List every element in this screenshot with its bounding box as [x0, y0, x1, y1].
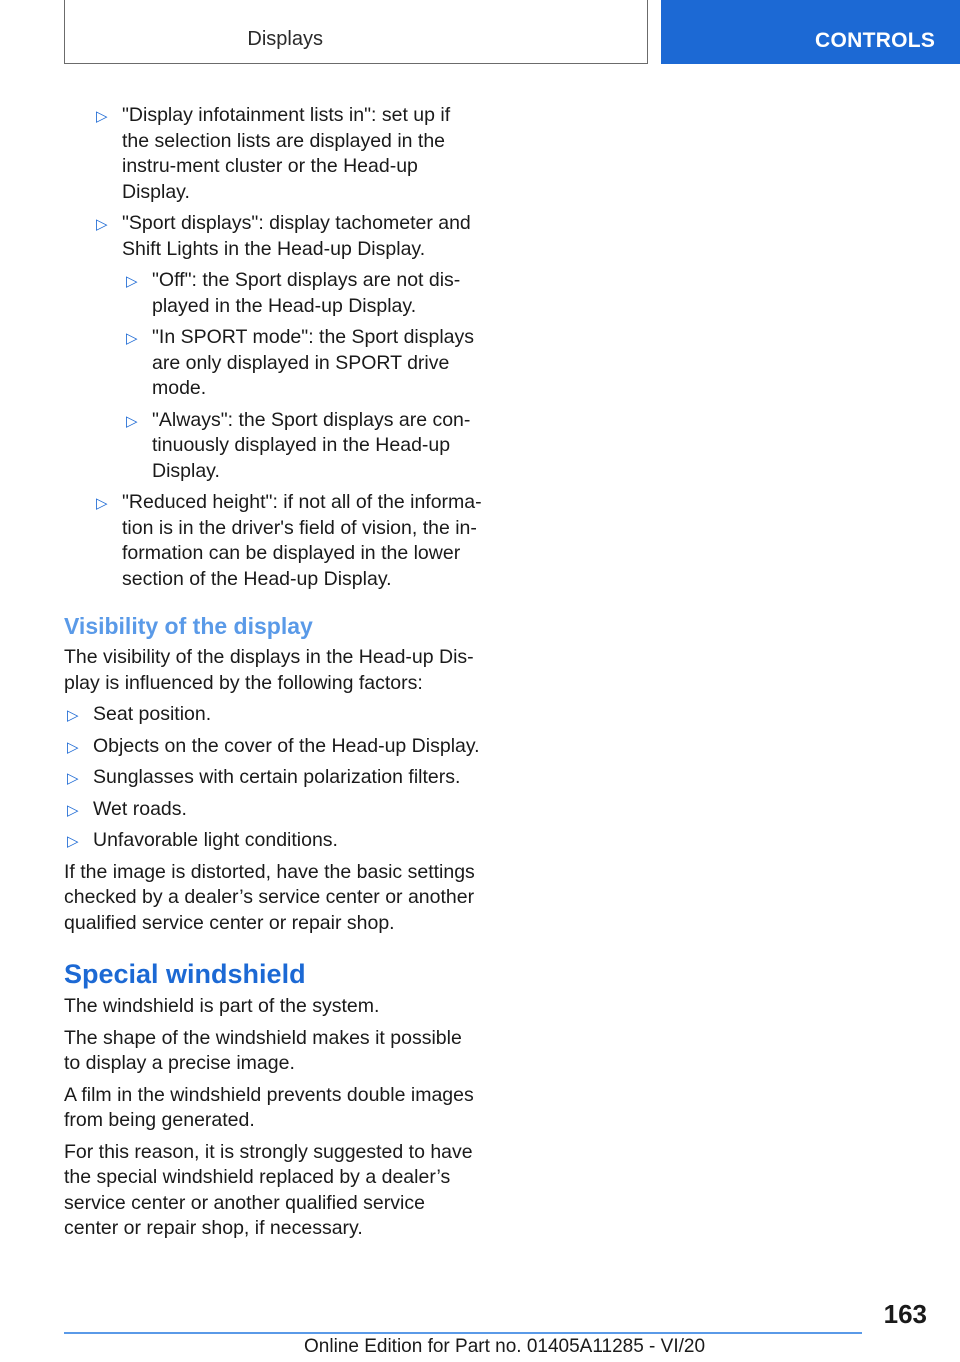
triangle-bullet-icon: ▷: [96, 495, 108, 512]
page-content: [64, 103, 482, 1248]
paragraph: A film in the windshield prevents double images from being generated.: [64, 1083, 474, 1131]
edition-note: Online Edition for Part no. 01405A11285 - VI/20: [304, 1336, 706, 1357]
sublist-item: ▷ "In SPORT mode": the Sport displays are only displayed in SPORT drive mode.: [126, 326, 475, 399]
triangle-bullet-icon: ▷: [67, 770, 79, 787]
paragraph: For this reason, it is strongly suggested to have the special windshield replaced by a dealer’s service center or another qualified service center or repair shop, if necessary.: [64, 1140, 473, 1239]
triangle-bullet-icon: ▷: [126, 412, 138, 430]
list-item: ▷ "Sport displays": display tachometer and Shift Lights in the Head-up Display.: [96, 212, 471, 260]
header-frame: [64, 0, 648, 64]
windshield-heading: Special windshield: [64, 959, 306, 989]
sublist-item: ▷ "Off": the Sport displays are not dis-played in the Head-up Display.: [126, 269, 461, 317]
triangle-bullet-icon: ▷: [67, 833, 79, 850]
paragraph: The shape of the windshield makes it possible to display a precise image.: [64, 1026, 462, 1074]
visibility-outro: If the image is distorted, have the basic settings checked by a dealer’s service center or another qualified service center or repair shop.: [64, 860, 475, 934]
triangle-bullet-icon: ▷: [67, 738, 79, 756]
triangle-bullet-icon: ▷: [126, 273, 138, 290]
footer-divider: [64, 1332, 862, 1334]
list-item: ▷ Unfavorable light conditions.: [64, 828, 482, 854]
page-number: 163: [883, 1299, 927, 1329]
section-title: Displays: [247, 28, 323, 50]
list-item: ▷ Wet roads.: [64, 797, 482, 823]
list-item: ▷ Objects on the cover of the Head-up Display.: [64, 734, 482, 760]
list-item: ▷ "Display infotainment lists in": set up if the selection lists are displayed in the instru-ment cluster or the Head-up Display.: [96, 104, 451, 203]
paragraph: The windshield is part of the system.: [64, 995, 380, 1017]
visibility-heading: Visibility of the display: [64, 613, 313, 639]
list-item: ▷ "Reduced height": if not all of the informa-tion is in the driver's field of vision, the in-formation can be displayed in the lower section of the Head-up Display.: [96, 491, 482, 590]
triangle-bullet-icon: ▷: [96, 216, 108, 233]
sublist-item: ▷ "Always": the Sport displays are con-tinuously displayed in the Head-up Display.: [126, 408, 471, 482]
list-item: ▷ Sunglasses with certain polarization filters.: [64, 765, 482, 791]
chapter-tab[interactable]: CONTROLS: [661, 0, 960, 64]
triangle-bullet-icon: ▷: [126, 330, 138, 347]
triangle-bullet-icon: ▷: [96, 108, 108, 125]
triangle-bullet-icon: ▷: [67, 801, 79, 819]
list-item: ▷ Seat position.: [64, 702, 482, 728]
triangle-bullet-icon: ▷: [67, 707, 79, 724]
visibility-intro: The visibility of the displays in the Head-up Dis-play is influenced by the following factors:: [64, 646, 474, 694]
